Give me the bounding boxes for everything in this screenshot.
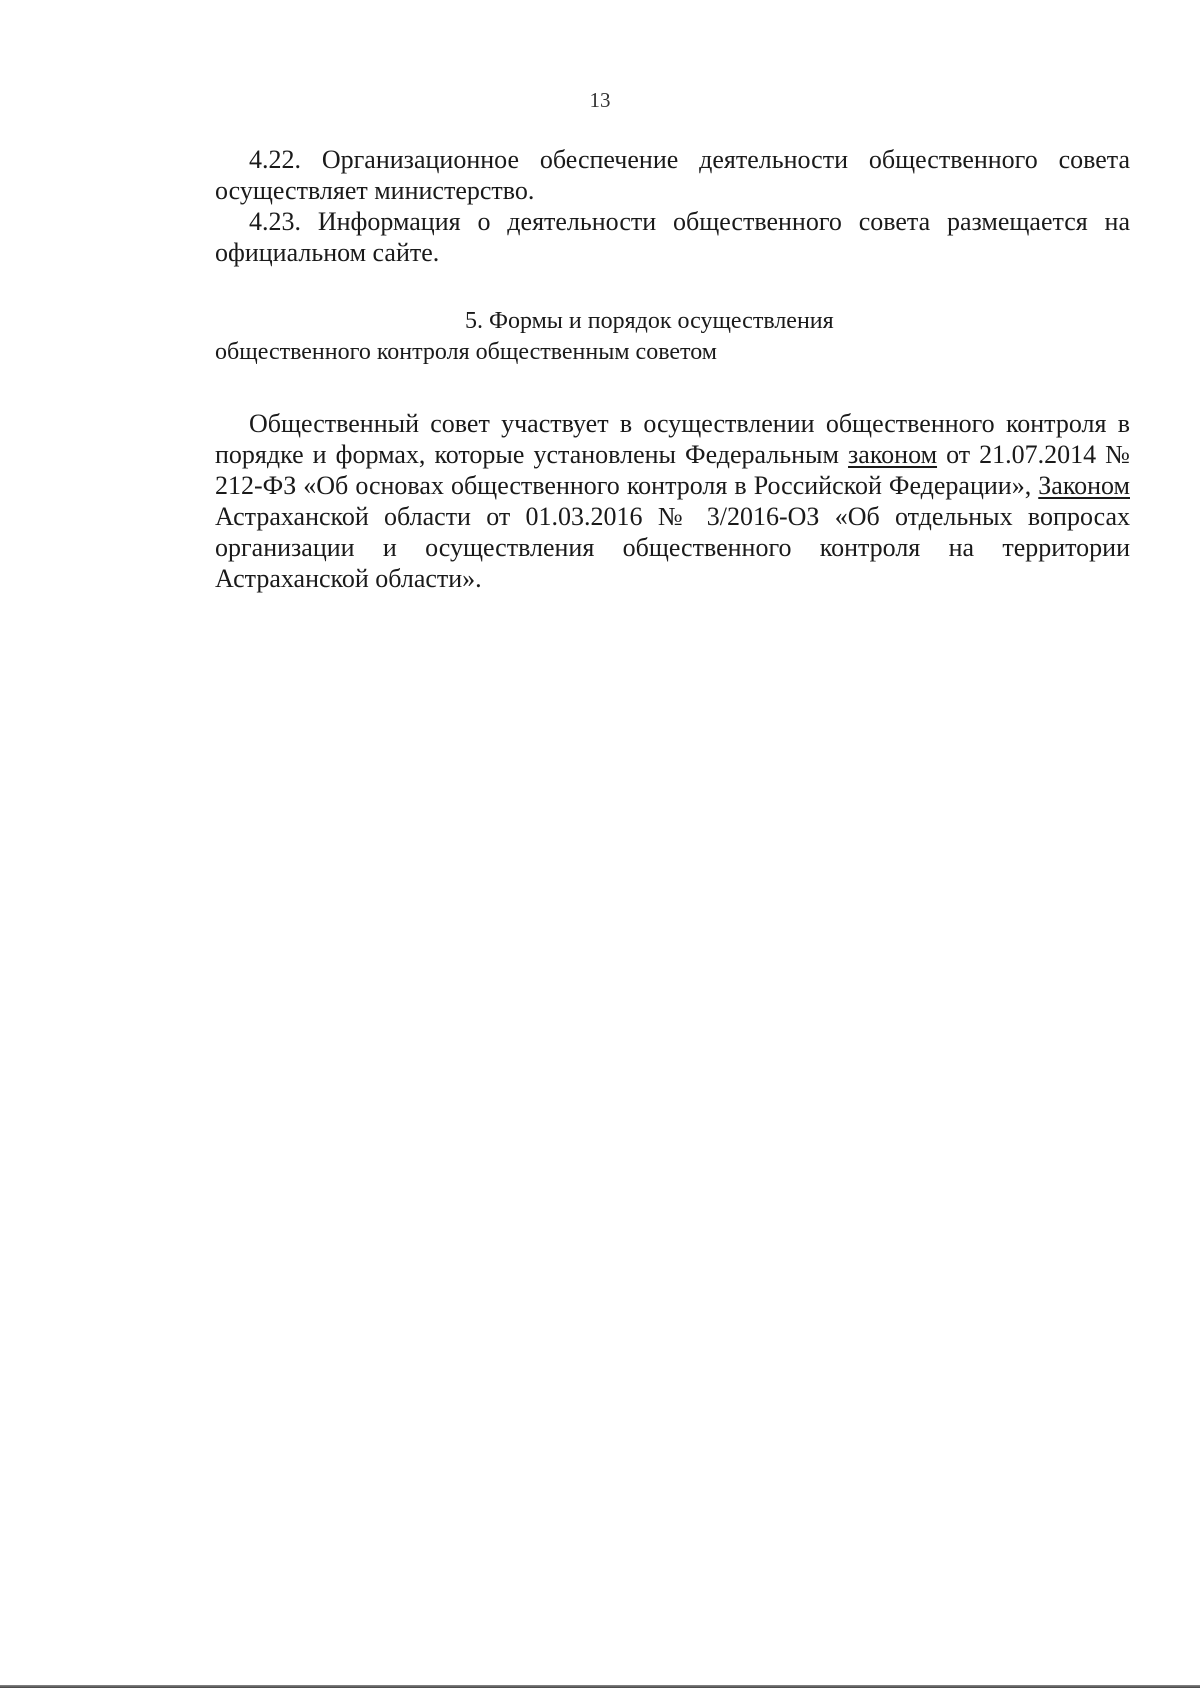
paragraph-4-22: 4.22. Организационное обеспечение деятельности общественного совета осуществляет министерство. (215, 145, 1130, 205)
page-number: 13 (589, 88, 611, 112)
section-5-title-line2: общественного контроля общественным советом (215, 339, 717, 365)
federal-law-link[interactable]: законом (848, 440, 938, 469)
section-5-paragraph (215, 408, 1130, 594)
regional-law-link[interactable]: Законом (1038, 471, 1130, 500)
section-5-text-part1: Общественный совет участвует в осуществлении общественного контроля в порядке и формах, которые установлены Федеральным (215, 409, 1130, 469)
section-5-text-part2: от 21.07.2014 № 212-ФЗ «Об основах общественного контроля в Российской Федерации», (215, 440, 1130, 500)
bottom-rule (0, 1685, 1200, 1688)
section-5-text-part3: Астраханской области от 01.03.2016 № 3/2016-ОЗ «Об отдельных вопросах организации и осуществления общественного контроля на территории Астраханской области». (215, 502, 1130, 593)
section-5-title (215, 306, 1130, 368)
paragraph-4-23: 4.23. Информация о деятельности общественного совета размещается на официальном сайте. (215, 207, 1130, 267)
section-5-title-line1: 5. Формы и порядок осуществления (465, 308, 834, 334)
document-body (215, 144, 1130, 594)
